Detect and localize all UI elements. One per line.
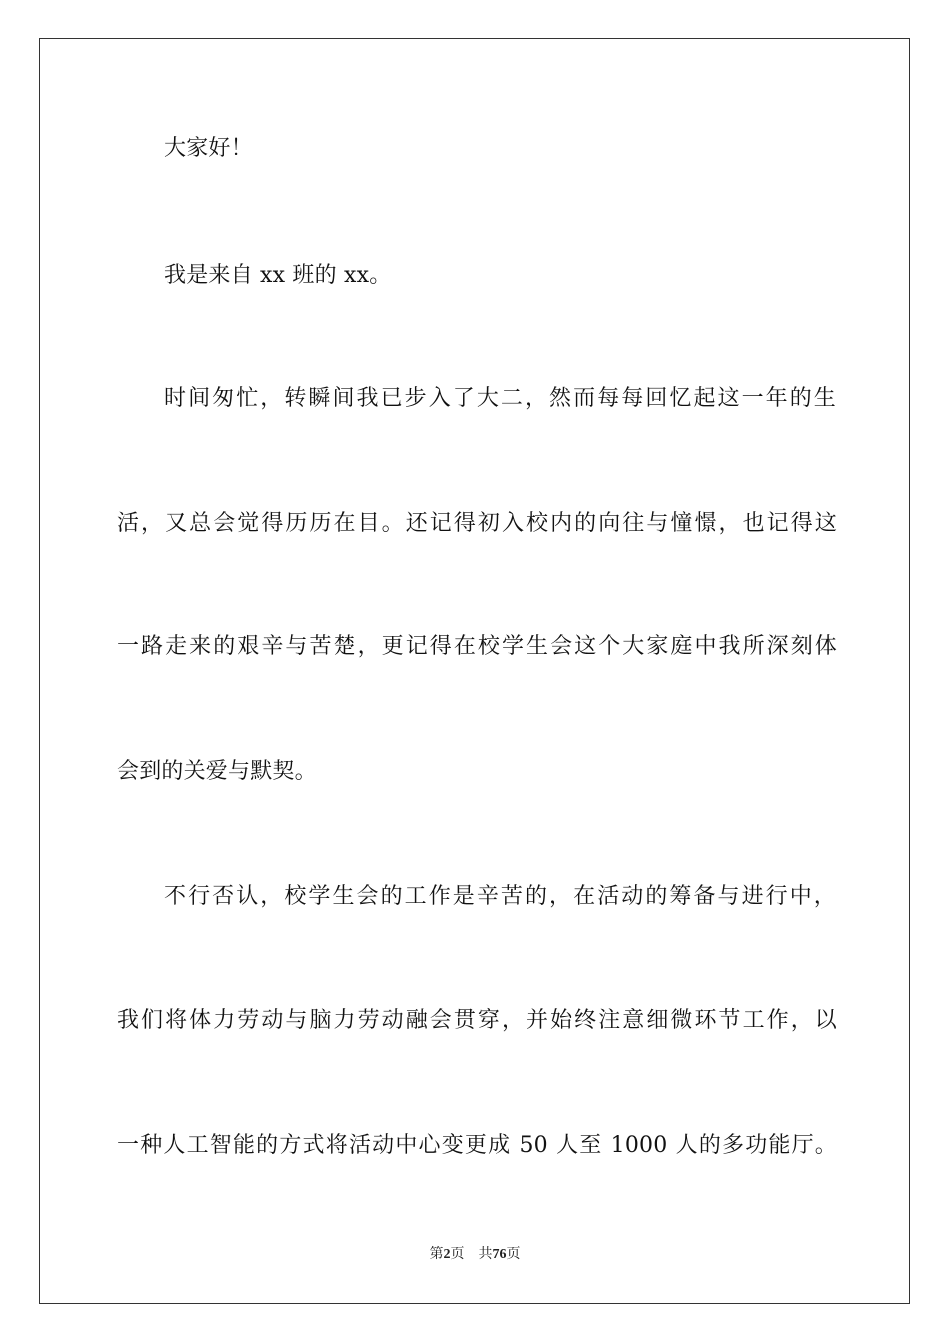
paragraph-line: 不行否认，校学生会的工作是辛苦的，在活动的筹备与进行中， — [164, 884, 836, 909]
page-suffix: 页 — [450, 1247, 465, 1262]
total-prefix: 共 — [478, 1247, 493, 1262]
page-border — [39, 38, 910, 1304]
paragraph-line: 一路走来的艰辛与苦楚，更记得在校学生会这个大家庭中我所深刻体 — [117, 634, 837, 659]
page-prefix: 第 — [429, 1247, 444, 1262]
intro-line: 我是来自 xx 班的 xx。 — [164, 263, 392, 288]
paragraph-line: 我们将体力劳动与脑力劳动融会贯穿，并始终注意细微环节工作，以 — [117, 1008, 837, 1033]
page-number: 2 — [443, 1247, 451, 1262]
paragraph-line: 活，又总会觉得历历在目。还记得初入校内的向往与憧憬，也记得这 — [117, 511, 837, 536]
page-footer — [0, 1246, 950, 1264]
paragraph-line: 时间匆忙，转瞬间我已步入了大二，然而每每回忆起这一年的生 — [164, 386, 836, 411]
paragraph-line: 一种人工智能的方式将活动中心变更成 50 人至 1000 人的多功能厅。 — [117, 1133, 837, 1158]
greeting-line: 大家好！ — [164, 136, 253, 161]
total-suffix: 页 — [506, 1247, 521, 1262]
paragraph-line: 会到的关爱与默契。 — [117, 759, 317, 784]
total-pages: 76 — [492, 1247, 507, 1262]
